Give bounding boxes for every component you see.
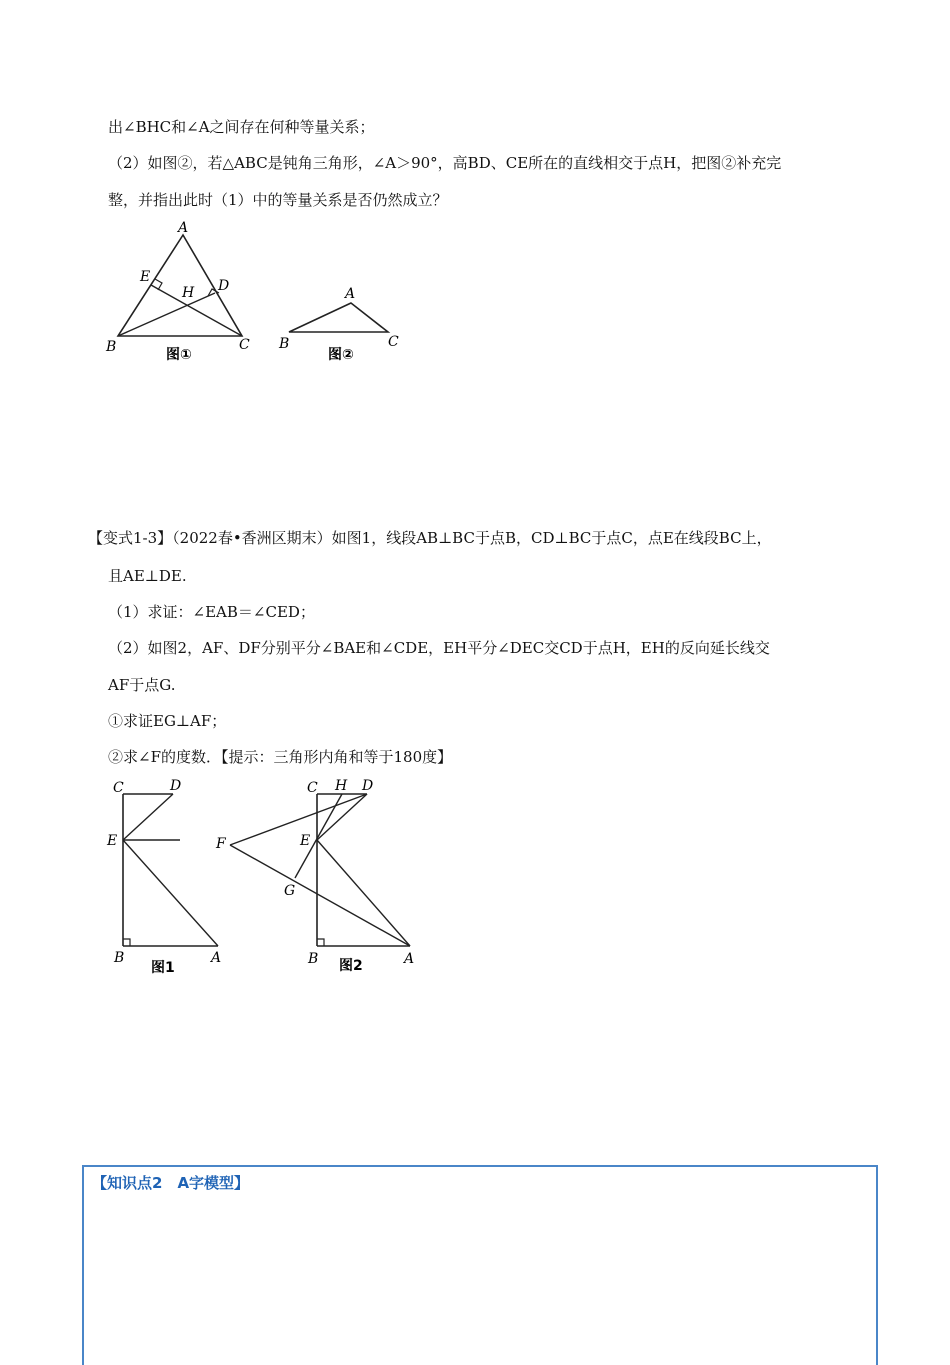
fig2-caption: 图② xyxy=(328,347,354,363)
problem-13-line-7: ②求∠F的度数．【提示：三角形内角和等于180度】 xyxy=(108,748,453,766)
fig-1-label-D: D xyxy=(170,778,182,794)
fig2-label-C: C xyxy=(388,334,399,350)
knowledge-point-box xyxy=(82,1165,878,1365)
fig1-label-B: B xyxy=(106,339,117,355)
knowledge-point-title: 【知识点2 A字模型】 xyxy=(92,1174,250,1192)
problem-13-line-2: 且AE⊥DE. xyxy=(108,567,187,585)
fig-2-label-D: D xyxy=(362,778,374,794)
prev-problem-line-2: （2）如图②，若△ABC是钝角三角形，∠A＞90°，高BD、CE所在的直线相交于点H，把图②补充完 xyxy=(108,154,782,172)
fig1-label-E: E xyxy=(140,269,151,285)
fig2-label-A: A xyxy=(345,286,356,302)
fig1-caption: 图① xyxy=(166,347,192,363)
fig-2-label-E: E xyxy=(300,833,311,849)
fig1-label-A: A xyxy=(178,220,189,236)
fig-2-label-H: H xyxy=(335,778,348,794)
fig2-label-B: B xyxy=(279,336,290,352)
prev-problem-line-3: 整，并指出此时（1）中的等量关系是否仍然成立？ xyxy=(108,191,448,209)
prev-problem-line-1: 出∠BHC和∠A之间存在何种等量关系； xyxy=(108,118,375,136)
figure-1-acute-triangle xyxy=(100,215,270,365)
fig-2-caption: 图2 xyxy=(339,958,363,974)
fig-2-label-A: A xyxy=(404,951,415,967)
fig-1-label-E: E xyxy=(107,833,118,849)
fig-2-label-B: B xyxy=(308,951,319,967)
fig-1-label-A: A xyxy=(211,950,222,966)
fig1-label-D: D xyxy=(218,278,230,294)
figure-2-obtuse-triangle xyxy=(275,280,415,370)
fig-2-label-F: F xyxy=(216,836,226,852)
figure-2-bisectors xyxy=(210,772,425,982)
problem-13-line-3: （1）求证：∠EAB＝∠CED； xyxy=(108,603,315,621)
fig-1-label-C: C xyxy=(113,780,124,796)
fig-1-label-B: B xyxy=(114,950,125,966)
fig-2-label-C: C xyxy=(307,780,318,796)
fig1-label-C: C xyxy=(239,337,250,353)
problem-13-line-4: （2）如图2，AF、DF分别平分∠BAE和∠CDE，EH平分∠DEC交CD于点H，EH的反向延长线交 xyxy=(108,639,770,657)
fig-1-caption: 图1 xyxy=(151,960,175,976)
fig-2-label-G: G xyxy=(284,883,296,899)
problem-13-line-6: ①求证EG⊥AF； xyxy=(108,712,227,730)
problem-13-line-1: 【变式1-3】（2022春•香洲区期末）如图1，线段AB⊥BC于点B，CD⊥BC于点C，点E在线段BC上， xyxy=(88,529,772,547)
problem-13-line-5: AF于点G. xyxy=(108,676,176,694)
fig1-label-H: H xyxy=(182,285,195,301)
